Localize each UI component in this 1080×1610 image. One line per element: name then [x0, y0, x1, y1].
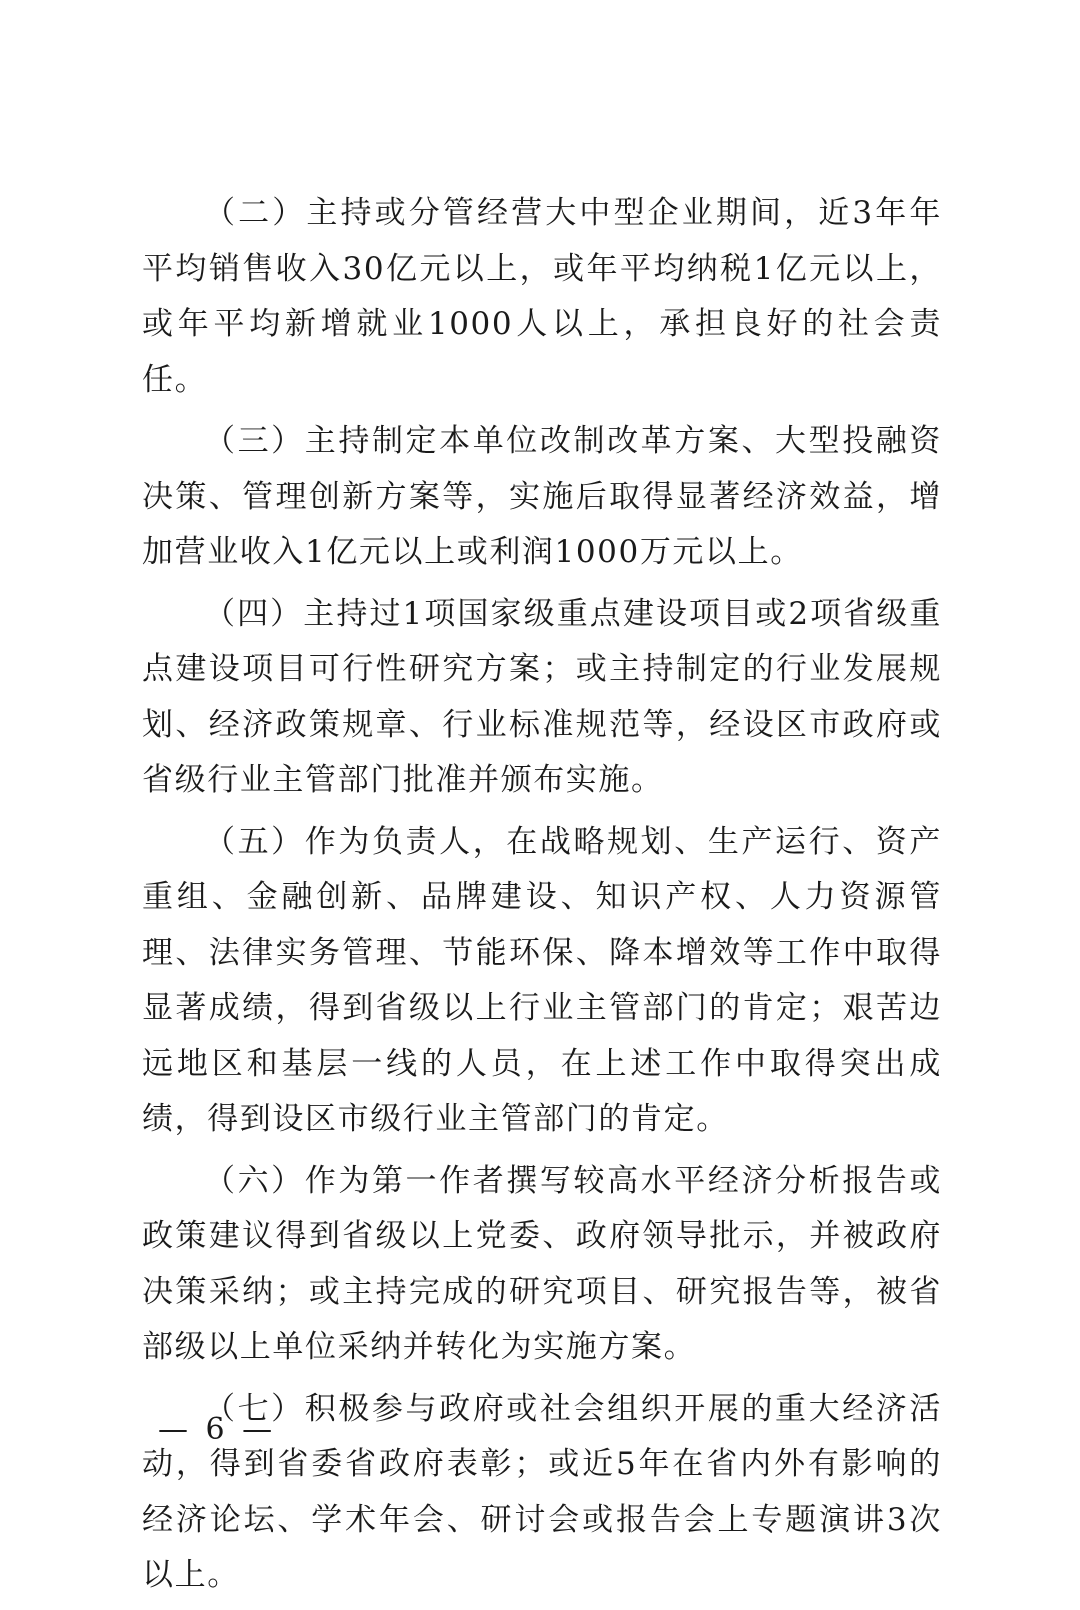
paragraph-item-4: （四）主持过1项国家级重点建设项目或2项省级重点建设项目可行性研究方案；或主持制定的行业发展规划、经济政策规章、行业标准规范等，经设区市政府或省级行业主管部门批准并颁布实施。	[142, 595, 942, 798]
document-body	[142, 186, 942, 1610]
paragraph-item-2: （二）主持或分管经营大中型企业期间，近3年年平均销售收入30亿元以上，或年平均纳税1亿元以上，或年平均新增就业1000人以上，承担良好的社会责任。	[142, 195, 942, 398]
paragraph-item-3: （三）主持制定本单位改制改革方案、大型投融资决策、管理创新方案等，实施后取得显著经济效益，增加营业收入1亿元以上或利润1000万元以上。	[142, 423, 942, 570]
paragraph-item-6: （六）作为第一作者撰写较高水平经济分析报告或政策建议得到省级以上党委、政府领导批示，并被政府决策采纳；或主持完成的研究项目、研究报告等，被省部级以上单位采纳并转化为实施方案。	[142, 1162, 942, 1365]
page-number: — 6 —	[158, 1412, 277, 1447]
paragraph-item-5: （五）作为负责人，在战略规划、生产运行、资产重组、金融创新、品牌建设、知识产权、人力资源管理、法律实务管理、节能环保、降本增效等工作中取得显著成绩，得到省级以上行业主管部门的肯定；艰苦边远地区和基层一线的人员，在上述工作中取得突出成绩，得到设区市级行业主管部门的肯定。	[142, 823, 942, 1137]
paragraph-item-7: （七）积极参与政府或社会组织开展的重大经济活动，得到省委省政府表彰；或近5年在省内外有影响的经济论坛、学术年会、研讨会或报告会上专题演讲3次以上。	[142, 1390, 942, 1593]
